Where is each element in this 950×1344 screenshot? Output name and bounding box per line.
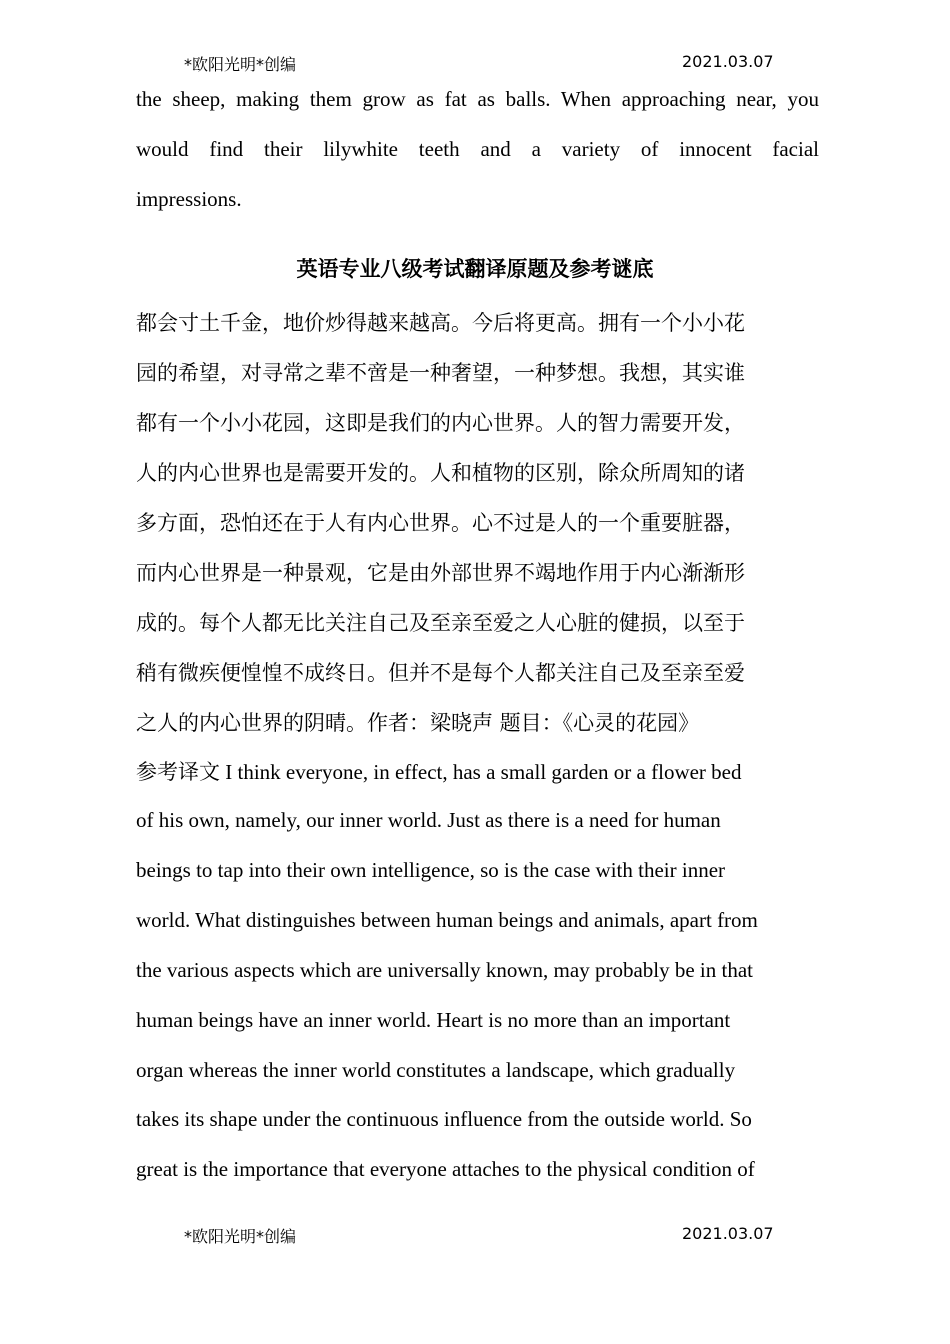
footer-date: 2021.03.07 [682, 1224, 774, 1243]
translation-line: organ whereas the inner world constitutes a landscape, which gradually [136, 1058, 736, 1082]
translation-line: great is the importance that everyone attaches to the physical condition of [136, 1157, 755, 1181]
chinese-paragraph-line: 园的希望，对寻常之辈不啻是一种奢望，一种梦想。我想，其实谁 [136, 361, 745, 385]
translation-line: world. What distinguishes between human beings and animals, apart from [136, 908, 758, 932]
chinese-paragraph-line: 而内心世界是一种景观，它是由外部世界不竭地作用于内心渐渐形 [136, 561, 745, 585]
footer-author: *欧阳光明*创编 [184, 1227, 297, 1246]
chinese-paragraph-line: 成的。每个人都无比关注自己及至亲至爱之人心脏的健损，以至于 [136, 611, 745, 635]
section-title: 英语专业八级考试翻译原题及参考谜底 [296, 257, 654, 281]
translation-line: human beings have an inner world. Heart is no more than an important [136, 1008, 731, 1032]
translation-line: takes its shape under the continuous influence from the outside world. So [136, 1107, 752, 1131]
page-footer [0, 1224, 950, 1250]
top-paragraph-line: would find their lilywhite teeth and a variety of innocent facial [136, 137, 819, 161]
translation-line: the various aspects which are universally known, may probably be in that [136, 958, 753, 982]
translation-first-line [136, 758, 742, 786]
top-paragraph-line: the sheep, making them grow as fat as balls. When approaching near, you [136, 87, 819, 111]
translation-label: 参考译文 [136, 760, 220, 784]
header-date: 2021.03.07 [682, 52, 774, 71]
translation-line: beings to tap into their own intelligence, so is the case with their inner [136, 858, 726, 882]
page-header [0, 52, 950, 78]
top-paragraph-line: impressions. [136, 187, 242, 211]
translation-line: of his own, namely, our inner world. Just as there is a need for human [136, 808, 721, 832]
translation-line: I think everyone, in effect, has a small garden or a flower bed [220, 760, 742, 784]
chinese-paragraph-line: 人的内心世界也是需要开发的。人和植物的区别，除众所周知的诸 [136, 461, 745, 485]
chinese-paragraph-line: 稍有微疾便惶惶不成终日。但并不是每个人都关注自己及至亲至爱 [136, 661, 745, 685]
chinese-paragraph-line: 都会寸土千金，地价炒得越来越高。今后将更高。拥有一个小小花 [136, 311, 745, 335]
header-author: *欧阳光明*创编 [184, 55, 297, 74]
chinese-paragraph-line: 多方面，恐怕还在于人有内心世界。心不过是人的一个重要脏器， [136, 511, 745, 535]
chinese-paragraph-line: 都有一个小小花园，这即是我们的内心世界。人的智力需要开发， [136, 411, 745, 435]
chinese-paragraph-line: 之人的内心世界的阴晴。作者：梁晓声 题目：《心灵的花园》 [136, 711, 700, 735]
